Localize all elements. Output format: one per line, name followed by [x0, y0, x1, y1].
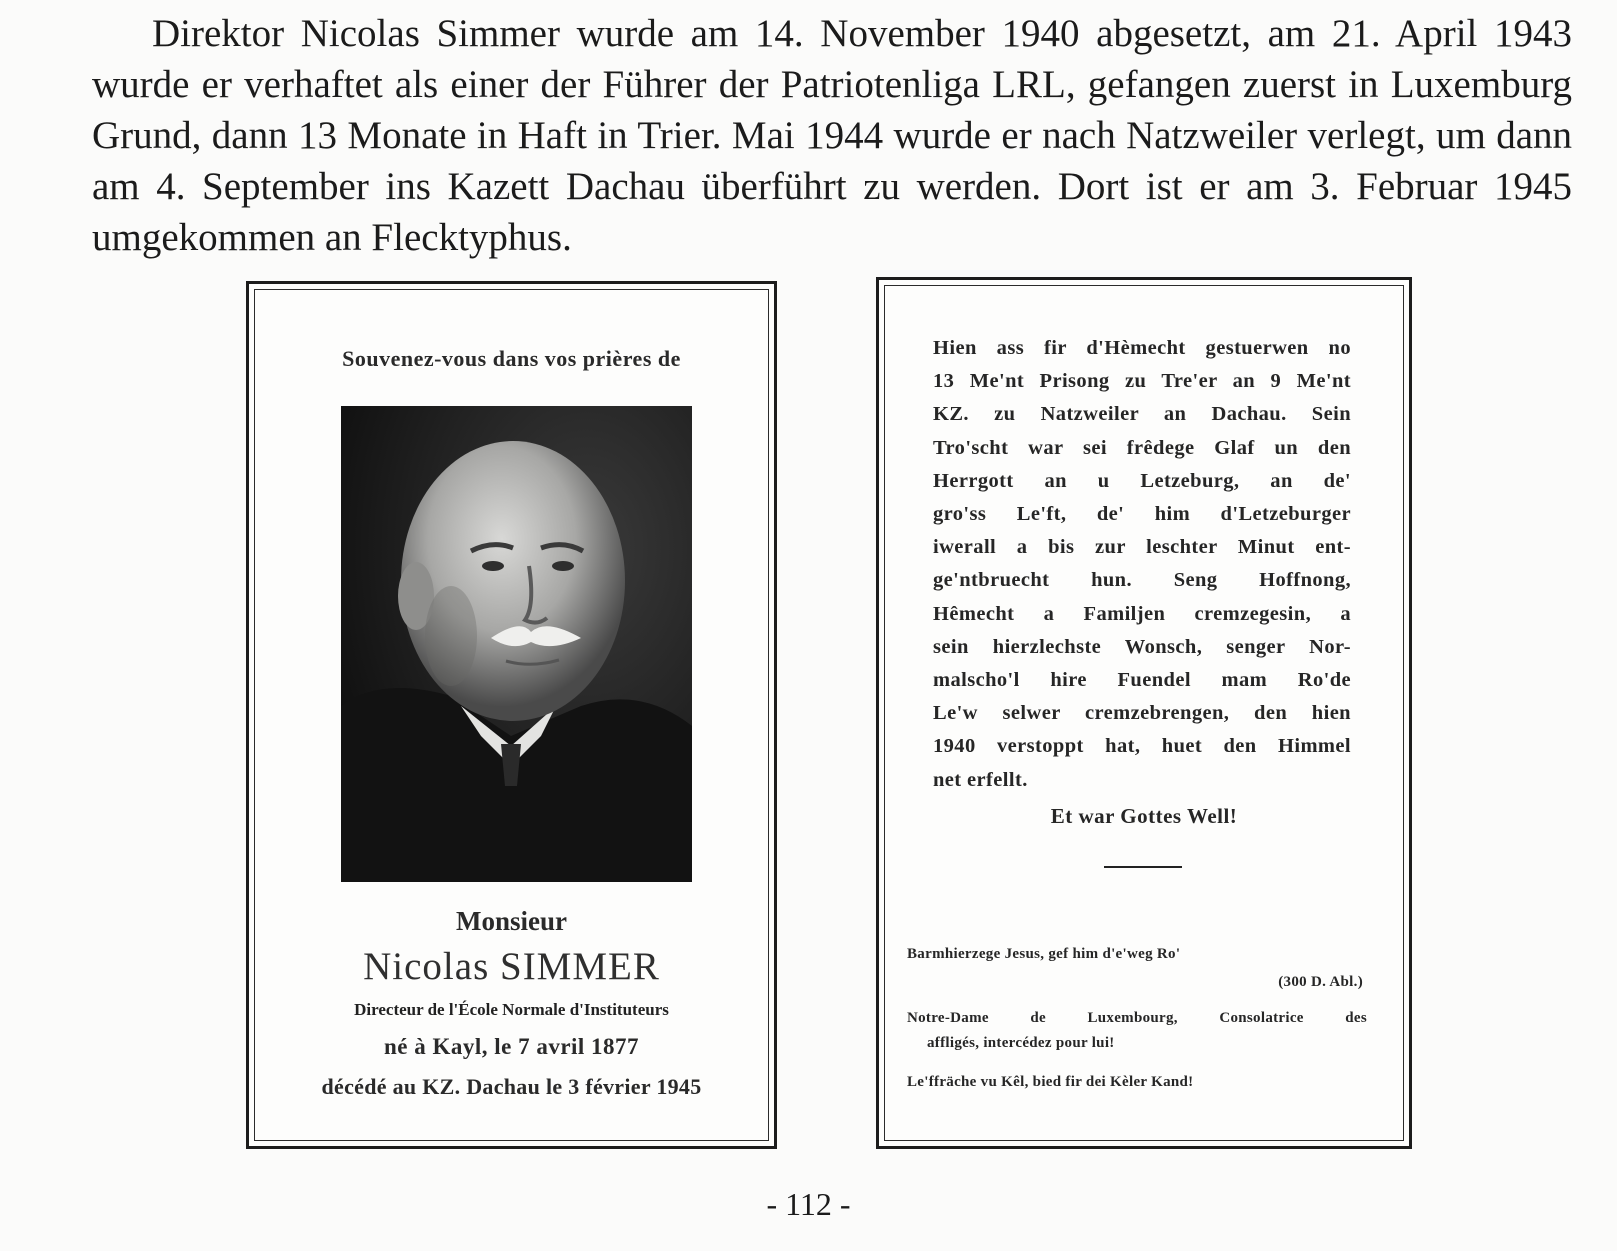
- deceased-name: Nicolas SIMMER: [363, 945, 660, 988]
- memorial-line: malscho'l hire Fuendel mam Ro'de: [933, 669, 1351, 692]
- memorial-line: Herrgott an u Letzeburg, an de': [933, 469, 1351, 492]
- page-number: - 112 -: [766, 1186, 851, 1222]
- memorial-line: Le'w selwer cremzebrengen, den hien: [933, 702, 1351, 725]
- intro-text: Direktor Nicolas Simmer wurde am 14. November 1940 abgesetzt, am 21. April 1943 wurde er verhaftet als einer der Führer der Patriotenliga LRL, gefangen zuerst in Luxemburg Grund, dann 13 Monate in Haft in Trier. Mai 1944 wurde er nach Natzweiler verlegt, um dann am 4. September ins Kazett Dachau überführt zu werden. Dort ist er am 3. Februar 1945 umgekommen an Flecktyphus.: [92, 12, 1572, 259]
- memorial-line: Hêmecht a Familjen cremzegesin, a: [933, 602, 1351, 625]
- divider: [1104, 866, 1182, 868]
- prayer-notre-dame: Notre-Dame de Luxembourg, Consolatrice des: [907, 1010, 1367, 1026]
- memorial-line: sein hierzlechste Wonsch, senger Nor-: [933, 635, 1351, 658]
- memorial-line: net erfellt.: [933, 768, 1028, 791]
- memorial-line: 13 Me'nt Prisong zu Tre'er an 9 Me'nt: [933, 370, 1351, 393]
- memorial-line: iwerall a bis zur leschter Minut ent-: [933, 536, 1351, 559]
- card-heading: Souvenez-vous dans vos prières de: [342, 346, 681, 371]
- prayer-kayl: Le'ffräche vu Kêl, bied fir dei Kèler Kand!: [907, 1074, 1194, 1090]
- birth-line: né à Kayl, le 7 avril 1877: [383, 1034, 640, 1059]
- prayer-notre-dame-cont: affligés, intercédez pour lui!: [927, 1035, 1115, 1051]
- memorial-line: Hien ass fir d'Hèmecht gestuerwen no: [933, 337, 1351, 359]
- deceased-title: Directeur de l'École Normale d'Instituteurs: [354, 1000, 669, 1019]
- indulgence-note: (300 D. Abl.): [1278, 974, 1363, 990]
- memorial-text: [933, 332, 1351, 797]
- portrait-photo: [341, 406, 692, 882]
- motto: Et war Gottes Well!: [1050, 804, 1238, 828]
- memorial-line: ge'ntbruecht hun. Seng Hoffnong,: [933, 569, 1351, 592]
- death-line: décédé au KZ. Dachau le 3 février 1945: [321, 1074, 702, 1099]
- memorial-line: Tro'scht war sei frêdege Glaf un den: [933, 436, 1351, 459]
- memorial-card-back: [876, 277, 1412, 1149]
- honorific: Monsieur: [456, 906, 567, 936]
- portrait-illustration: [341, 406, 692, 882]
- memorial-line: 1940 verstoppt hat, huet den Himmel: [933, 735, 1351, 758]
- intro-paragraph: [92, 8, 1572, 263]
- memorial-line: gro'ss Le'ft, de' him d'Letzeburger: [933, 503, 1351, 526]
- memorial-line: KZ. zu Natzweiler an Dachau. Sein: [933, 403, 1351, 426]
- prayer-jesus: Barmhierzege Jesus, gef him d'e'weg Ro': [907, 946, 1181, 962]
- memorial-card-front: [246, 281, 777, 1149]
